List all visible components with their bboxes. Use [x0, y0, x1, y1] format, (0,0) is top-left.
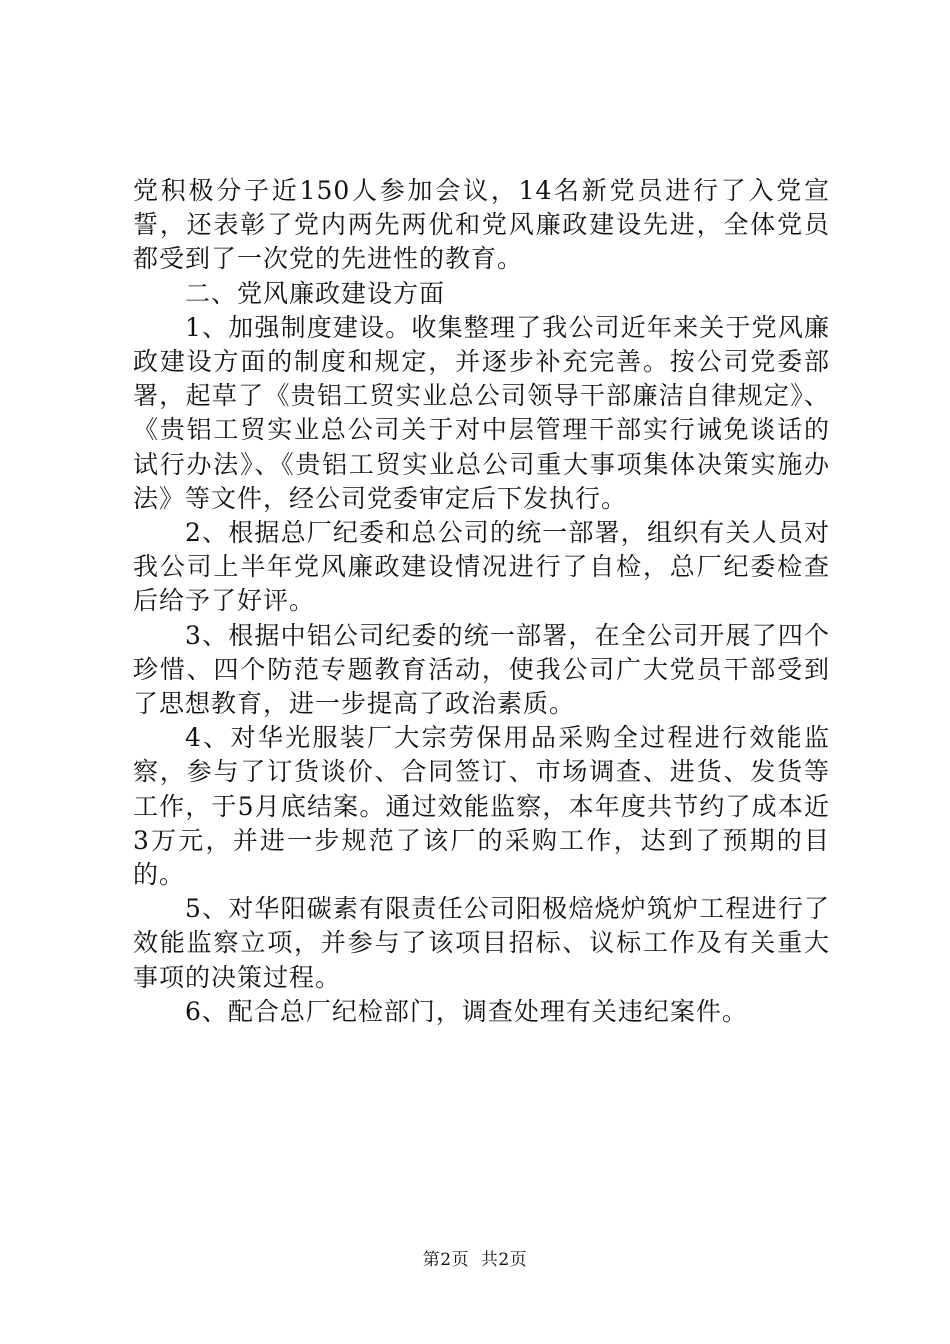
page-footer [0, 1245, 950, 1270]
page-total: 共2页 [480, 1250, 528, 1270]
document-body [133, 174, 830, 1029]
paragraph-item-3: 3、根据中铝公司纪委的统一部署，在全公司开展了四个珍惜、四个防范专题教育活动，使我公司广大党员干部受到了思想教育，进一步提高了政治素质。 [133, 620, 830, 719]
paragraph-item-2: 2、根据总厂纪委和总公司的统一部署，组织有关人员对我公司上半年党风廉政建设情况进行了自检，总厂纪委检查后给予了好评。 [133, 518, 830, 616]
paragraph-item-6: 6、配合总厂纪检部门，调查处理有关违纪案件。 [185, 996, 748, 1026]
paragraph-item-5: 5、对华阳碳素有限责任公司阳极焙烧炉筑炉工程进行了效能监察立项，并参与了该项目招标、议标工作及有关重大事项的决策过程。 [133, 894, 830, 992]
paragraph-item-4: 4、对华光服装厂大宗劳保用品采购全过程进行效能监察，参与了订货谈价、合同签订、市场调查、进货、发货等工作，于5月底结案。通过效能监察，本年度共节约了成本近3万元，并进一步规范了该厂的采购工作，达到了预期的目的。 [133, 723, 830, 890]
paragraph-1: 党积极分子近150人参加会议，14名新党员进行了入党宣誓，还表彰了党内两先两优和党风廉政建设先进，全体党员都受到了一次党的先进性的教育。 [133, 176, 830, 274]
section-heading: 二、党风廉政建设方面 [185, 278, 446, 308]
footer-spacer [469, 1250, 481, 1270]
paragraph-item-1: 1、加强制度建设。收集整理了我公司近年来关于党风廉政建设方面的制度和规定，并逐步补充完善。按公司党委部署，起草了《贵铝工贸实业总公司领导干部廉洁自律规定》、《贵铝工贸实业总公司关于对中层管理干部实行诫免谈话的试行办法》、《贵铝工贸实业总公司重大事项集体决策实施办法》等文件，经公司党委审定后下发执行。 [133, 312, 830, 513]
page-number: 第2页 [422, 1250, 470, 1270]
